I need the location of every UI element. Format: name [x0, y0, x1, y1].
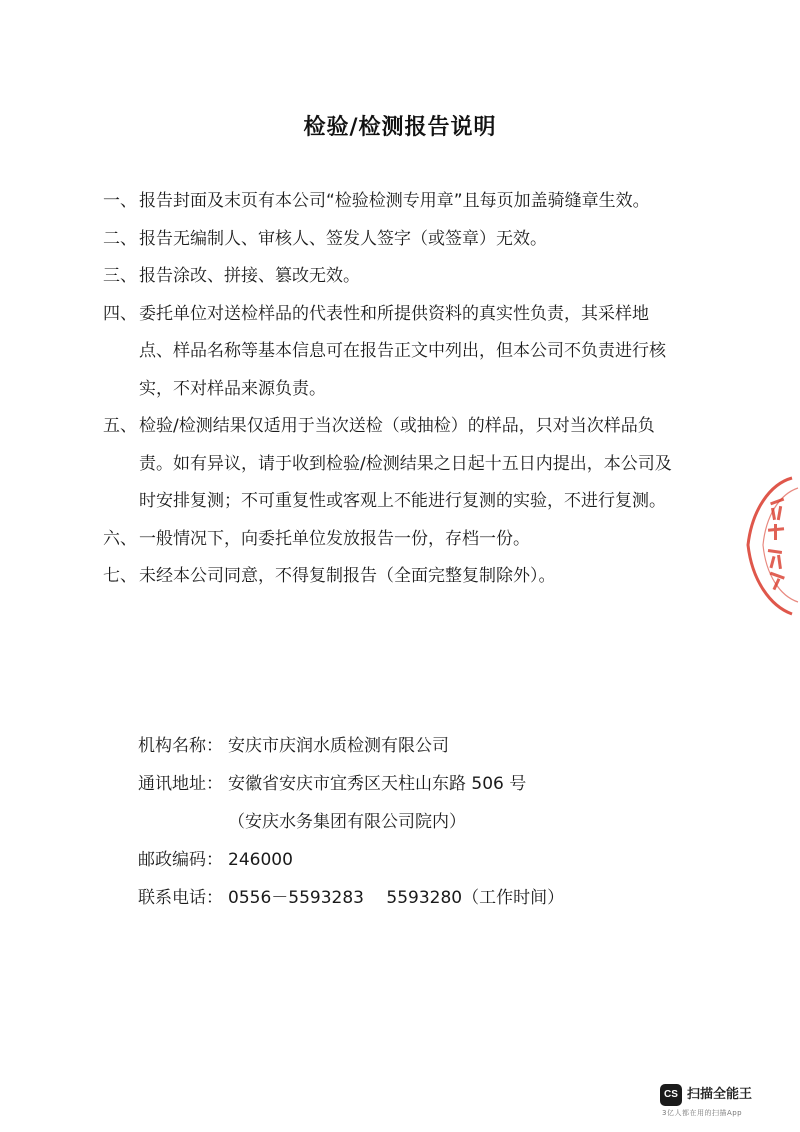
phone-label: 联系电话：: [138, 888, 223, 908]
zip-value: 246000: [228, 850, 293, 870]
scanner-watermark: [660, 1082, 780, 1120]
clause-number: 一、: [103, 191, 137, 211]
clause-list: [0, 183, 800, 596]
cs-logo-icon: CS: [660, 1084, 682, 1106]
clause-3: [0, 258, 800, 296]
zip-label: 邮政编码：: [138, 850, 223, 870]
clause-text: 检验/检测结果仅适用于当次送检（或抽检）的样品，只对当次样品负: [139, 416, 655, 436]
address-value: 安徽省安庆市宜秀区天柱山东路 506 号: [228, 774, 527, 794]
clause-text: 责。如有异议，请于收到检验/检测结果之日起十五日内提出，本公司及: [139, 453, 672, 474]
seam-seal-stamp: [730, 470, 800, 620]
clause-5: [0, 408, 800, 521]
clause-number: 二、: [103, 228, 137, 249]
clause-number: 五、: [103, 416, 137, 436]
phone-value: 0556－5593283 5593280（工作时间）: [228, 888, 565, 908]
clause-text: 时安排复测；不可重复性或客观上不能进行复测的实验，不进行复测。: [139, 491, 666, 511]
address-row: [138, 765, 738, 803]
address-label: 通讯地址：: [138, 774, 223, 794]
contact-info: [138, 727, 738, 917]
address-value-2: （安庆水务集团有限公司院内）: [228, 812, 466, 832]
zip-row: [138, 841, 738, 879]
phone-row: [138, 879, 738, 917]
clause-2: [0, 221, 800, 259]
clause-text: 报告封面及末页有本公司“检验检测专用章”且每页加盖骑缝章生效。: [139, 191, 650, 211]
clause-text: 未经本公司同意，不得复制报告（全面完整复制除外）。: [139, 566, 556, 586]
clause-7: [0, 558, 800, 596]
org-value: 安庆市庆润水质检测有限公司: [228, 736, 449, 756]
scanner-tagline: 3亿人都在用的扫描App: [662, 1109, 743, 1117]
clause-6: [0, 521, 800, 559]
clause-text: 点、样品名称等基本信息可在报告正文中列出，但本公司不负责进行核: [139, 341, 666, 361]
org-label: 机构名称：: [138, 736, 223, 756]
clause-number: 三、: [103, 266, 137, 286]
address-row-2: [138, 803, 738, 841]
clause-text: 报告涂改、拼接、篡改无效。: [139, 266, 360, 286]
clause-text: 委托单位对送检样品的代表性和所提供资料的真实性负责，其采样地: [139, 303, 649, 324]
clause-number: 六、: [103, 528, 137, 549]
clause-4: [0, 296, 800, 409]
scanner-app-name: 扫描全能王: [687, 1087, 753, 1102]
clause-text: 实，不对样品来源负责。: [139, 378, 326, 399]
org-row: [138, 727, 738, 765]
document-title: 检验/检测报告说明: [303, 115, 497, 140]
clause-text: 一般情况下，向委托单位发放报告一份，存档一份。: [139, 528, 530, 549]
clause-text: 报告无编制人、审核人、签发人签字（或签章）无效。: [139, 228, 547, 249]
clause-number: 七、: [103, 566, 137, 586]
clause-1: [0, 183, 800, 221]
clause-number: 四、: [103, 303, 137, 324]
